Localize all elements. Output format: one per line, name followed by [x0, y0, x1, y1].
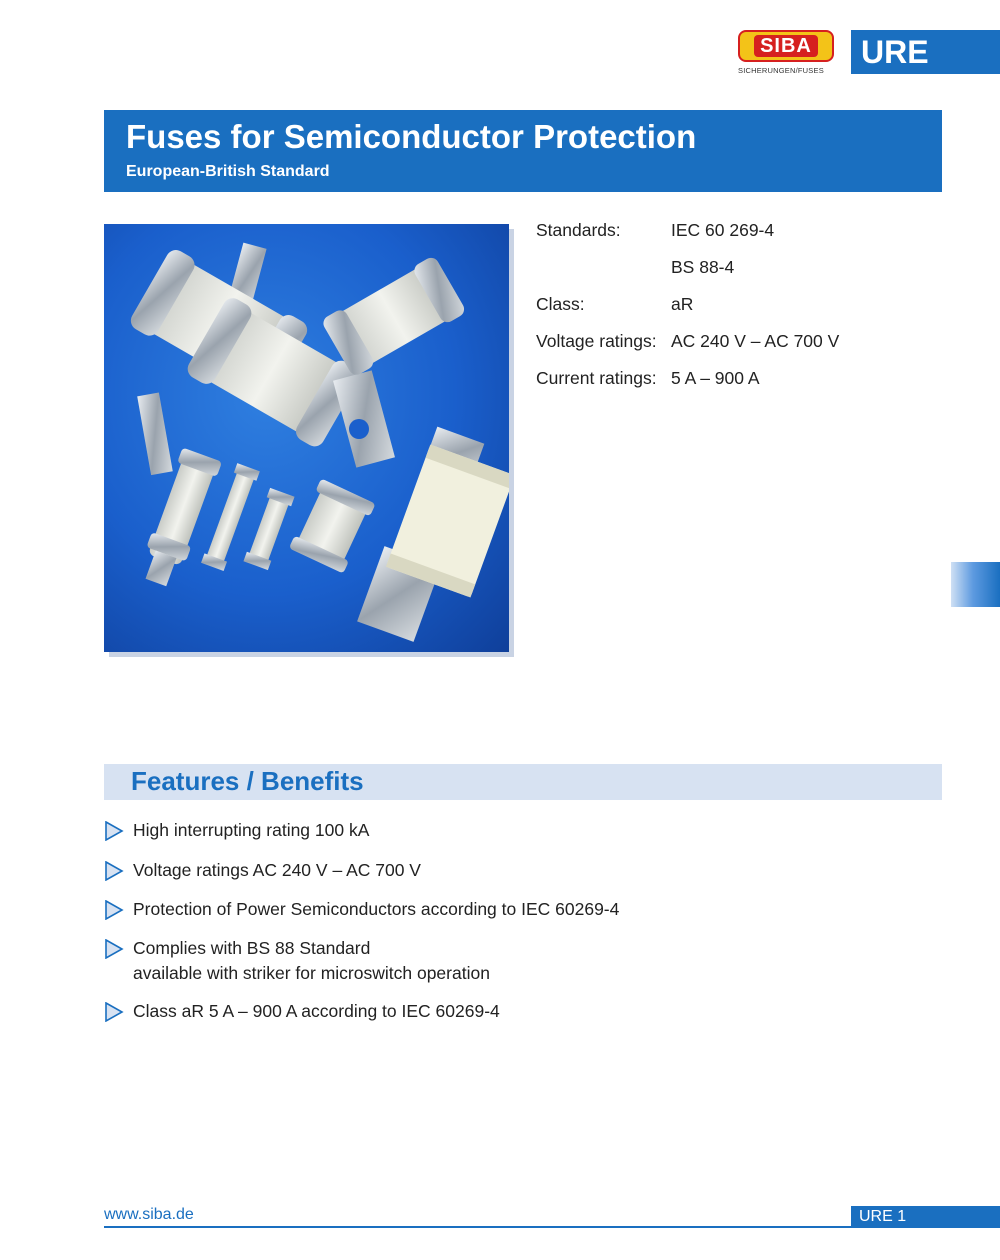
- spec-label: Class:: [536, 294, 585, 314]
- feature-text: Protection of Power Semiconductors according to IEC 60269-4: [133, 899, 620, 919]
- logo-text: SIBA: [754, 35, 818, 57]
- website-link[interactable]: www.siba.de: [104, 1206, 194, 1223]
- spec-value: IEC 60 269-4: [671, 220, 775, 240]
- section-tab: URE: [851, 30, 1000, 74]
- feature-text: Voltage ratings AC 240 V – AC 700 V: [133, 860, 421, 880]
- page-title: Fuses for Semiconductor Protection: [126, 118, 697, 155]
- product-photo: [104, 224, 509, 652]
- triangle-bullet-icon: [104, 939, 124, 959]
- logo-badge: [738, 30, 834, 62]
- feature-text: Complies with BS 88 Standard: [133, 938, 371, 958]
- spec-value: BS 88-4: [671, 257, 735, 277]
- feature-text: High interrupting rating 100 kA: [133, 820, 370, 840]
- features-heading: Features / Benefits: [131, 766, 364, 796]
- triangle-bullet-icon: [104, 821, 124, 841]
- triangle-bullet-icon: [104, 1002, 124, 1022]
- spec-value: AC 240 V – AC 700 V: [671, 331, 840, 351]
- side-tab-marker: [951, 562, 1000, 607]
- feature-text: Class aR 5 A – 900 A according to IEC 60269-4: [133, 1001, 500, 1021]
- spec-label: Current ratings:: [536, 368, 657, 388]
- fuses-illustration: [104, 224, 509, 652]
- triangle-bullet-icon: [104, 900, 124, 920]
- spec-value: aR: [671, 294, 694, 314]
- page-number: URE 1: [851, 1206, 1000, 1228]
- spec-value: 5 A – 900 A: [671, 368, 760, 388]
- page-subtitle: European-British Standard: [126, 163, 330, 180]
- triangle-bullet-icon: [104, 861, 124, 881]
- logo-subtitle: SICHERUNGEN/FUSES: [738, 66, 824, 75]
- features-heading-bar: [104, 764, 942, 800]
- feature-text-continued: available with striker for microswitch operation: [133, 963, 490, 983]
- siba-logo: [738, 30, 834, 75]
- title-banner: [104, 110, 942, 192]
- spec-label: Standards:: [536, 220, 621, 240]
- spec-label: Voltage ratings:: [536, 331, 657, 351]
